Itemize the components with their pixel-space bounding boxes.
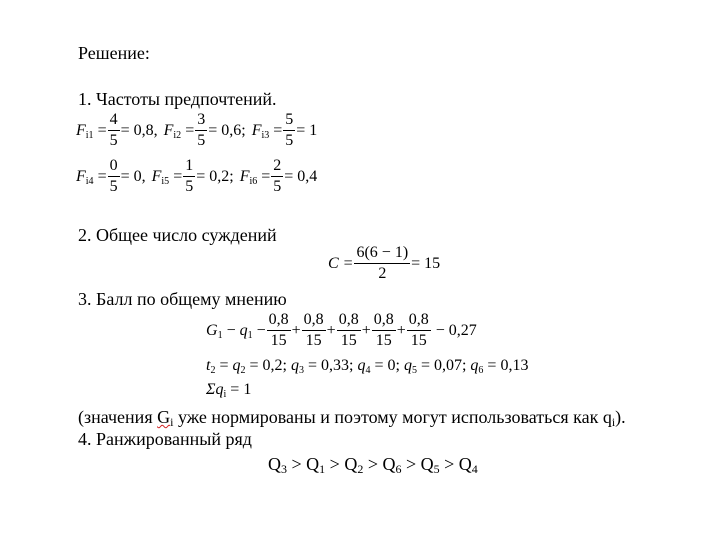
fraction: $\frac{0,8}{15}$ [268, 311, 289, 349]
score-values-line: $t_2 = q_2 = 0,2$; $q_3 = 0,33$; $q_4 = 0$; $q_5 = 0,07$; $q_6 = 0,13$ [206, 357, 529, 376]
frequency-item: $F_{i5}$ = [151, 167, 183, 187]
normalization-note: (значения Gi уже нормированы и поэтому могут использоваться как qi). [78, 407, 626, 429]
section-4-title: 4. Ранжированный ряд [78, 429, 252, 449]
fraction: $\frac{0}{5}$ [109, 157, 118, 195]
section-1-title: 1. Частоты предпочтений. [78, 89, 277, 109]
fraction: $\frac{0,8}{15}$ [338, 311, 359, 349]
score-lhs: $G_1 - q_1$ − [206, 321, 266, 341]
frequency-value: = 0,6; [208, 121, 246, 139]
fraction: $\frac{5}{5}$ [285, 111, 294, 149]
fraction: $\frac{2}{5}$ [273, 157, 282, 195]
fraction: $\frac{3}{5}$ [197, 111, 206, 149]
frequency-value: = 0, [120, 167, 146, 185]
frequency-item: $F_{i6}$ = [239, 167, 271, 187]
formula-result: = 15 [411, 254, 441, 272]
frequency-row-1 [76, 112, 317, 149]
frequency-item: $F_{i1}$ = [76, 121, 107, 141]
section-3-title: 3. Балл по общему мнению [78, 289, 287, 309]
score-result: 0,27 [448, 321, 477, 339]
frequency-item: $F_{i4}$ = [76, 167, 107, 187]
section-2-title: 2. Общее число суждений [78, 225, 277, 245]
judgement-count-formula [328, 245, 440, 282]
frequency-item: $F_{i3}$ = [251, 121, 283, 141]
fraction: $\frac{0,8}{15}$ [303, 311, 324, 349]
sum-formula: $\Sigma q_i = 1$ [206, 381, 252, 400]
fraction: $\frac{0,8}{15}$ [373, 311, 394, 349]
formula-lhs: C = [328, 254, 354, 272]
ranked-series: Q3 > Q1 > Q2 > Q6 > Q5 > Q4 [268, 454, 478, 476]
frequency-row-2 [76, 158, 317, 195]
fraction: $\frac{4}{5}$ [109, 111, 118, 149]
frequency-value: = 1 [296, 121, 318, 139]
solution-heading: Решение: [78, 43, 150, 63]
fraction: $\frac{0,8}{15}$ [408, 311, 429, 349]
frequency-value: = 0,4 [284, 167, 318, 185]
frequency-item: $F_{i2}$ = [163, 121, 195, 141]
frequency-value: = 0,2; [196, 167, 234, 185]
frequency-value: = 0,8, [120, 121, 158, 139]
score-formula: $G_1 - q_1$ − $\frac{0,8}{15}$ + $\frac{0,8}{15}$ + $\frac{0,8}{15}$ + $\frac{0,8}{15}$ + $\frac{0,8}{15}$ − 0,27 [206, 311, 477, 349]
fraction: $\frac{6(6 - 1)}{2}$ [356, 244, 409, 282]
fraction: $\frac{1}{5}$ [185, 157, 194, 195]
